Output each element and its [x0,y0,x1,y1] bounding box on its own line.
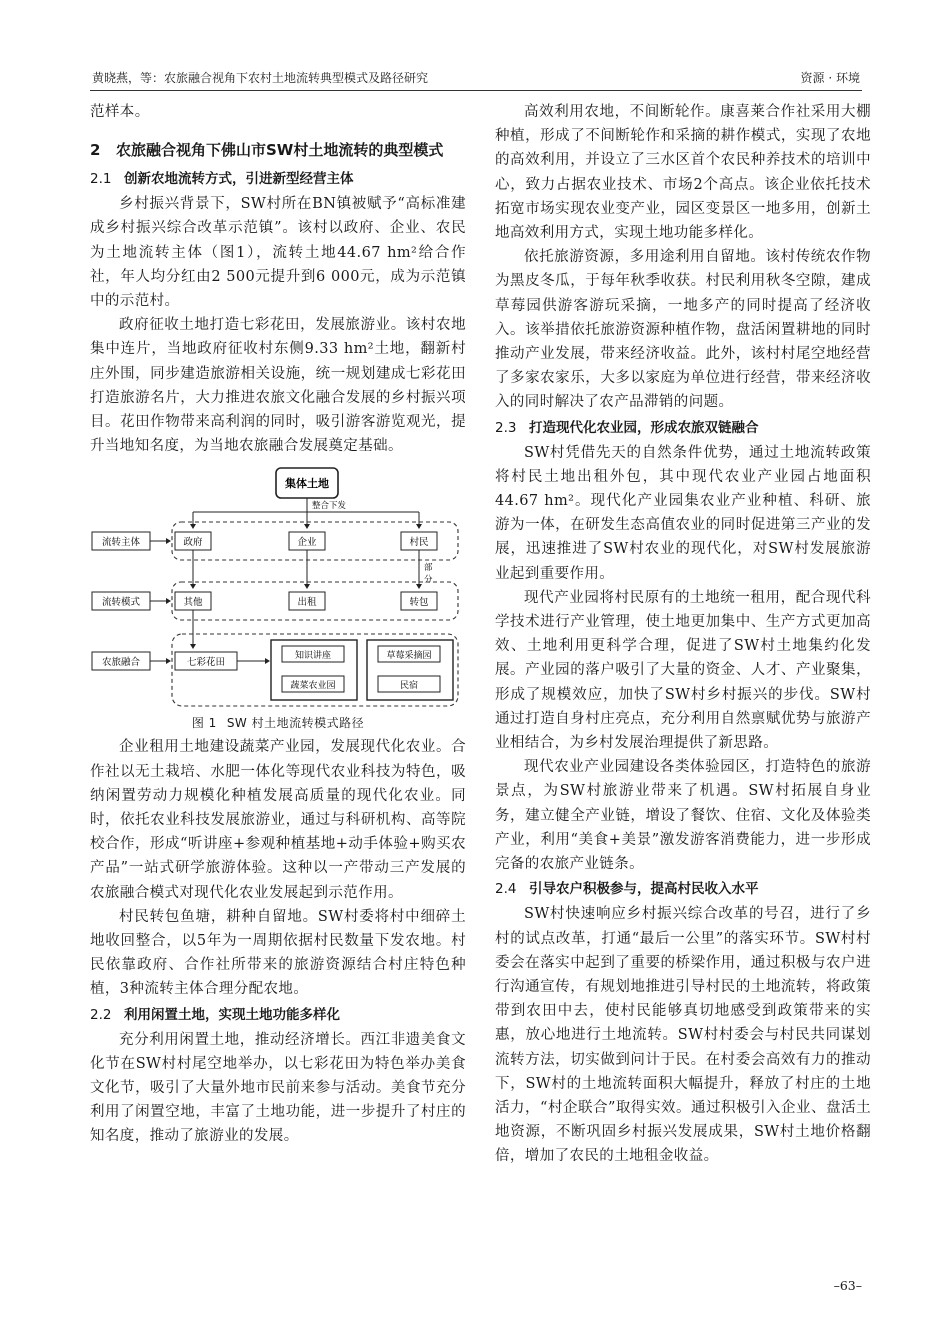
figure-1-diagram [90,466,466,712]
subsection-number: 2.2 [90,1006,112,1023]
left-column [90,100,466,1149]
paragraph: 乡村振兴背景下，SW村所在BN镇被赋予“高标准建成乡村振兴综合改革示范镇”。该村以政府、企业、农民为土地流转主体（图1），流转土地44.67 hm²给合作社，年人均分红由2 500元提升到6 000元，成为示范镇中的示范村。 [90,196,466,310]
row1-label: 流转主体 [101,537,141,549]
header-authors-title: 黄晓燕，等：农旅融合视角下农村土地流转典型模式及路径研究 [92,71,429,85]
caption-text: SW 村土地流转模式路径 [226,716,365,731]
row3-group-a-item: 蔬菜农业园 [290,681,336,692]
paragraph: SW村快速响应乡村振兴综合改革的号召，进行了乡村的试点改革，打通“最后一公里”的落实环节。SW村村委会在落实中起到了重要的桥梁作用，通过积极与农户进行沟通宣传，有规划地推进引导村民的土地流转，将政策带到农田中去，使村民能够真切地感受到政策带来的实惠，放心地进行土地流转。SW村村委会与村民共同谋划流转方法，切实做到问计于民。在村委会高效有力的推动下，SW村的土地流转面积大幅提升，释放了村庄的土地活力，“村企联合”取得实效。通过积极引入企业、盘活土地资源，不断巩固乡村振兴发展成果，SW村土地价格翻倍，增加了农民的土地租金收益。 [495,906,871,1165]
row3-group-b-item: 民宿 [399,681,419,692]
top-box-label: 集体土地 [285,477,329,491]
subsection-title: 利用闲置土地，实现土地功能多样化 [124,1006,340,1023]
row3-label: 农旅融合 [101,657,141,669]
subsection-heading-2-3 [495,417,871,439]
row2-item: 出租 [297,597,317,609]
subsection-heading-2-1 [90,168,466,190]
subsection-title: 引导农户积极参与，提高村民收入水平 [529,881,759,898]
paragraph: 充分利用闲置土地，推动经济增长。西江非遗美食文化节在SW村村尾空地举办，以七彩花田为特色举办美食文化节，吸引了大量外地市民前来参与活动。美食节充分利用了闲置空地，丰富了土地功能，进一步提升了村庄的知名度，推动了旅游业的发展。 [90,1031,466,1145]
side-note-part1: 部 [424,563,433,574]
right-column [495,100,871,1169]
paragraph: SW村凭借先天的自然条件优势，通过土地流转政策将村民土地出租外包，其中现代农业产业园占地面积44.67 hm²。现代化产业园集农业产业种植、科研、旅游为一体，在研发生态高值农业的同时促进第三产业的发展，迅速推进了SW村农业的现代化，对SW村发展旅游业起到重要作用。 [495,444,871,582]
row3-group-a-item: 知识讲座 [294,651,332,662]
paragraph: 依托旅游资源，多用途利用自留地。该村传统农作物为黑皮冬瓜，于每年秋季收获。村民利用秋冬空隙，建成草莓园供游客游玩采摘，一地多产的同时提高了经济收入。该举措依托旅游资源种植作物，盘活闲置耕地的同时推动产业发展，带来经济收益。此外，该村村尾空地经营了多家农家乐，大多以家庭为单位进行经营，带来经济收入的同时解决了农产品滞销的问题。 [495,249,871,411]
row2-label: 流转模式 [101,597,141,609]
row2-item: 转包 [409,597,429,609]
header-section: 资源 · 环境 [800,71,860,85]
section-title: 农旅融合视角下佛山市SW村土地流转的典型模式 [116,141,444,160]
row3-group-b-item: 草莓采摘园 [386,651,432,662]
paragraph: 范样本。 [90,104,150,120]
header-rule [90,90,862,91]
subsection-number: 2.3 [495,419,517,436]
arrow-label: 整合下发 [312,501,347,512]
section-heading-2 [90,138,466,162]
row1-item: 政府 [183,537,203,549]
subsection-heading-2-4 [495,878,871,900]
side-note-part2: 分 [424,575,433,586]
subsection-heading-2-2 [90,1004,466,1026]
page-number: –63– [833,1278,862,1293]
row3-item: 七彩花田 [186,657,226,669]
caption-label: 图 1 [191,716,217,731]
subsection-number: 2.1 [90,171,112,188]
row1-item: 企业 [297,537,317,549]
row1-item: 村民 [409,537,429,549]
section-number: 2 [90,141,101,160]
paragraph: 高效利用农地，不间断轮作。康喜莱合作社采用大棚种植，形成了不间断轮作和采摘的耕作模式，实现了农地的高效利用，并设立了三水区首个农民种养技术的培训中心，致力占据农业技术、市场2个高点。该企业依托技术拓宽市场实现农业变产业，园区变景区一地多用，创新土地高效利用方式，实现土地功能多样化。 [495,104,871,242]
paragraph: 现代农业产业园建设各类体验园区，打造特色的旅游景点，为SW村旅游业带来了机遇。SW村拓展自身业务，建立健全产业链，增设了餐饮、住宿、文化及体验类产业，利用“美食+美景”激发游客消费能力，进一步形成完备的农旅产业链条。 [495,759,871,873]
paragraph: 政府征收土地打造七彩花田，发展旅游业。该村农地集中连片，当地政府征收村东侧9.33 hm²土地，翻新村庄外围，同步建造旅游相关设施，统一规划建成七彩花田打造旅游名片，大力推进农旅文化融合发展的乡村振兴项目。花田作物带来高利润的同时，吸引游客游览观光，提升当地知名度，为当地农旅融合发展奠定基础。 [90,317,466,455]
paragraph: 企业租用土地建设蔬菜产业园，发展现代化农业。合作社以无土栽培、水肥一体化等现代农业科技为特色，吸纳闲置劳动力规模化种植发展高质量的现代化农业。同时，依托农业科技发展旅游业，通过与科研机构、高等院校合作，形成“听讲座+参观种植基地+动手体验+购买农产品”一站式研学旅游体验。这种以一产带动三产发展的农旅融合模式对现代化农业发展起到示范作用。 [90,739,466,901]
paragraph: 村民转包鱼塘，耕种自留地。SW村委将村中细碎土地收回整合，以5年为一周期依据村民数量下发农地。村民依靠政府、合作社所带来的旅游资源结合村庄特色种植，3种流转主体合理分配农地。 [90,908,466,998]
subsection-title: 创新农地流转方式，引进新型经营主体 [124,171,354,188]
subsection-title: 打造现代化农业园，形成农旅双链融合 [529,419,759,436]
subsection-number: 2.4 [495,881,517,898]
paragraph: 现代产业园将村民原有的土地统一租用，配合现代科学技术进行产业管理，使土地更加集中、生产方式更加高效、土地利用更科学合理，促进了SW村土地集约化发展。产业园的落户吸引了大量的资金、人才、产业聚集，形成了规模效应，加快了SW村乡村振兴的步伐。SW村通过打造自身村庄亮点，充分利用自然禀赋优势与旅游产业相结合，为乡村发展治理提供了新思路。 [495,589,871,752]
row2-item: 其他 [183,597,203,609]
figure-caption [90,714,466,731]
flow-diagram [90,466,466,712]
running-header [90,66,862,88]
